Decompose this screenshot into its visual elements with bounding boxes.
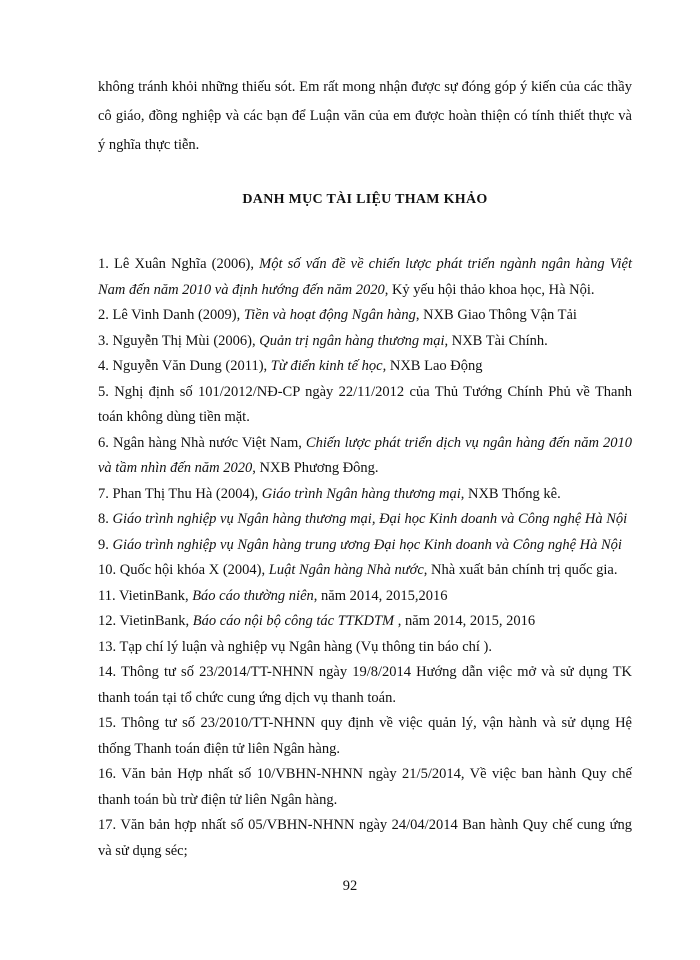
- reference-item: [98, 507, 632, 533]
- reference-item: [98, 482, 632, 508]
- reference-number: 1.: [98, 256, 109, 272]
- reference-number: 14.: [98, 664, 117, 680]
- reference-number: 4.: [98, 358, 109, 374]
- reference-text: Thông tư số 23/2010/TT-NHNN quy định về việc quản lý, vận hành và sử dụng Hệ thống Thanh toán điện tử liên Ngân hàng.: [98, 715, 632, 757]
- reference-text: Văn bản hợp nhất số 05/VBHN-NHNN ngày 24/04/2014 Ban hành Quy chế cung ứng và sử dụng séc;: [98, 817, 632, 859]
- reference-text: Văn bản Hợp nhất số 10/VBHN-NHNN ngày 21/5/2014, Về việc ban hành Quy chế thanh toán bù trừ điện tử liên Ngân hàng.: [98, 766, 632, 808]
- reference-item: [98, 660, 632, 711]
- reference-title: Chiến lược phát triển dịch vụ ngân hàng đến năm 2010 và tầm nhìn đến năm 2020: [98, 434, 633, 476]
- reference-title: Giáo trình nghiệp vụ Ngân hàng trung ương Đại học Kinh doanh và Công nghệ Hà Nội: [112, 536, 622, 553]
- reference-source: , Nhà xuất bản chính trị quốc gia.: [423, 562, 618, 578]
- reference-text: Quốc hội khóa X (2004),: [119, 562, 269, 578]
- reference-source: , NXB Giao Thông Vận Tải: [415, 307, 577, 323]
- reference-title: Quản trị ngân hàng thương mại: [259, 332, 445, 349]
- reference-text: Nguyễn Văn Dung (2011),: [112, 358, 271, 374]
- reference-source: , Kỷ yếu hội thảo khoa học, Hà Nội.: [384, 281, 595, 298]
- references-title: DANH MỤC TÀI LIỆU THAM KHẢO: [242, 192, 488, 207]
- reference-item: [98, 431, 632, 482]
- reference-text: Ngân hàng Nhà nước Việt Nam,: [112, 434, 306, 451]
- reference-title: Giáo trình nghiệp vụ Ngân hàng thương mại, Đại học Kinh doanh và Công nghệ Hà Nội: [112, 511, 628, 527]
- reference-text: Nghị định số 101/2012/NĐ-CP ngày 22/11/2012 của Thủ Tướng Chính Phủ về Thanh toán không dùng tiền mặt.: [98, 383, 632, 425]
- intro-paragraph: không tránh khỏi những thiếu sót. Em rất mong nhận được sự đóng góp ý kiến của các thầy cô giáo, đồng nghiệp và các bạn để Luận văn của em được hoàn thiện có tính thiết thực và ý nghĩa thực tiễn.: [98, 79, 632, 153]
- reference-number: 2.: [98, 307, 109, 323]
- reference-source: , NXB Tài Chính.: [444, 332, 548, 349]
- reference-item: [98, 762, 632, 813]
- reference-source: , NXB Thống kê.: [460, 485, 561, 502]
- reference-item: [98, 558, 632, 584]
- reference-title: Báo cáo thường niên: [192, 587, 314, 604]
- reference-number: 11.: [98, 587, 116, 604]
- reference-title: Báo cáo nội bộ công tác TTKDTM: [192, 613, 395, 629]
- reference-number: 15.: [98, 715, 117, 731]
- reference-title: Giáo trình Ngân hàng thương mại: [261, 485, 461, 502]
- reference-number: 6.: [98, 434, 109, 451]
- reference-item: [98, 329, 632, 355]
- reference-item: [98, 813, 632, 864]
- reference-number: 12.: [98, 613, 117, 629]
- reference-title: Luật Ngân hàng Nhà nước: [268, 562, 424, 578]
- reference-number: 7.: [98, 485, 109, 502]
- reference-text: VietinBank,: [118, 587, 193, 604]
- reference-text: Thông tư số 23/2014/TT-NHNN ngày 19/8/2014 Hướng dẫn việc mở và sử dụng TK thanh toán tại tổ chức cung ứng dịch vụ thanh toán.: [98, 664, 632, 706]
- reference-number: 8.: [98, 511, 109, 527]
- reference-number: 10.: [98, 562, 117, 578]
- reference-item: [98, 533, 632, 559]
- reference-item: [98, 609, 632, 635]
- reference-text: VietinBank,: [119, 613, 193, 629]
- reference-item: [98, 303, 632, 329]
- reference-number: 17.: [98, 817, 117, 833]
- reference-title: Tiền và hoạt động Ngân hàng: [243, 307, 416, 323]
- page-number: 92: [342, 878, 358, 894]
- reference-list: [98, 252, 632, 864]
- reference-item: [98, 635, 632, 661]
- reference-text: Nguyễn Thị Mùi (2006),: [112, 332, 260, 349]
- reference-item: [98, 380, 632, 431]
- reference-text: Tạp chí lý luận và nghiệp vụ Ngân hàng (Vụ thông tin báo chí ).: [119, 638, 492, 655]
- reference-number: 3.: [98, 332, 109, 349]
- reference-item: [98, 354, 632, 380]
- reference-text: Phan Thị Thu Hà (2004),: [112, 485, 262, 502]
- reference-number: 5.: [98, 383, 109, 400]
- reference-text: Lê Xuân Nghĩa (2006),: [114, 256, 260, 272]
- reference-item: [98, 252, 632, 303]
- reference-source: NXB Lao Động: [386, 358, 483, 374]
- reference-number: 16.: [98, 766, 117, 782]
- reference-source: , năm 2014, 2015,2016: [313, 587, 448, 604]
- reference-number: 13.: [98, 638, 117, 655]
- reference-item: [98, 711, 632, 762]
- reference-title: Từ điển kinh tế học,: [270, 358, 387, 374]
- reference-title: Một số vấn đề về chiến lược phát triển ngành ngân hàng Việt Nam đến năm 2010 và định hướng đến năm 2020: [98, 256, 633, 298]
- reference-text: Lê Vinh Danh (2009),: [112, 307, 244, 323]
- reference-number: 9.: [98, 536, 109, 553]
- reference-item: [98, 584, 632, 610]
- reference-source: , năm 2014, 2015, 2016: [394, 613, 536, 629]
- reference-source: , NXB Phương Đông.: [252, 460, 379, 476]
